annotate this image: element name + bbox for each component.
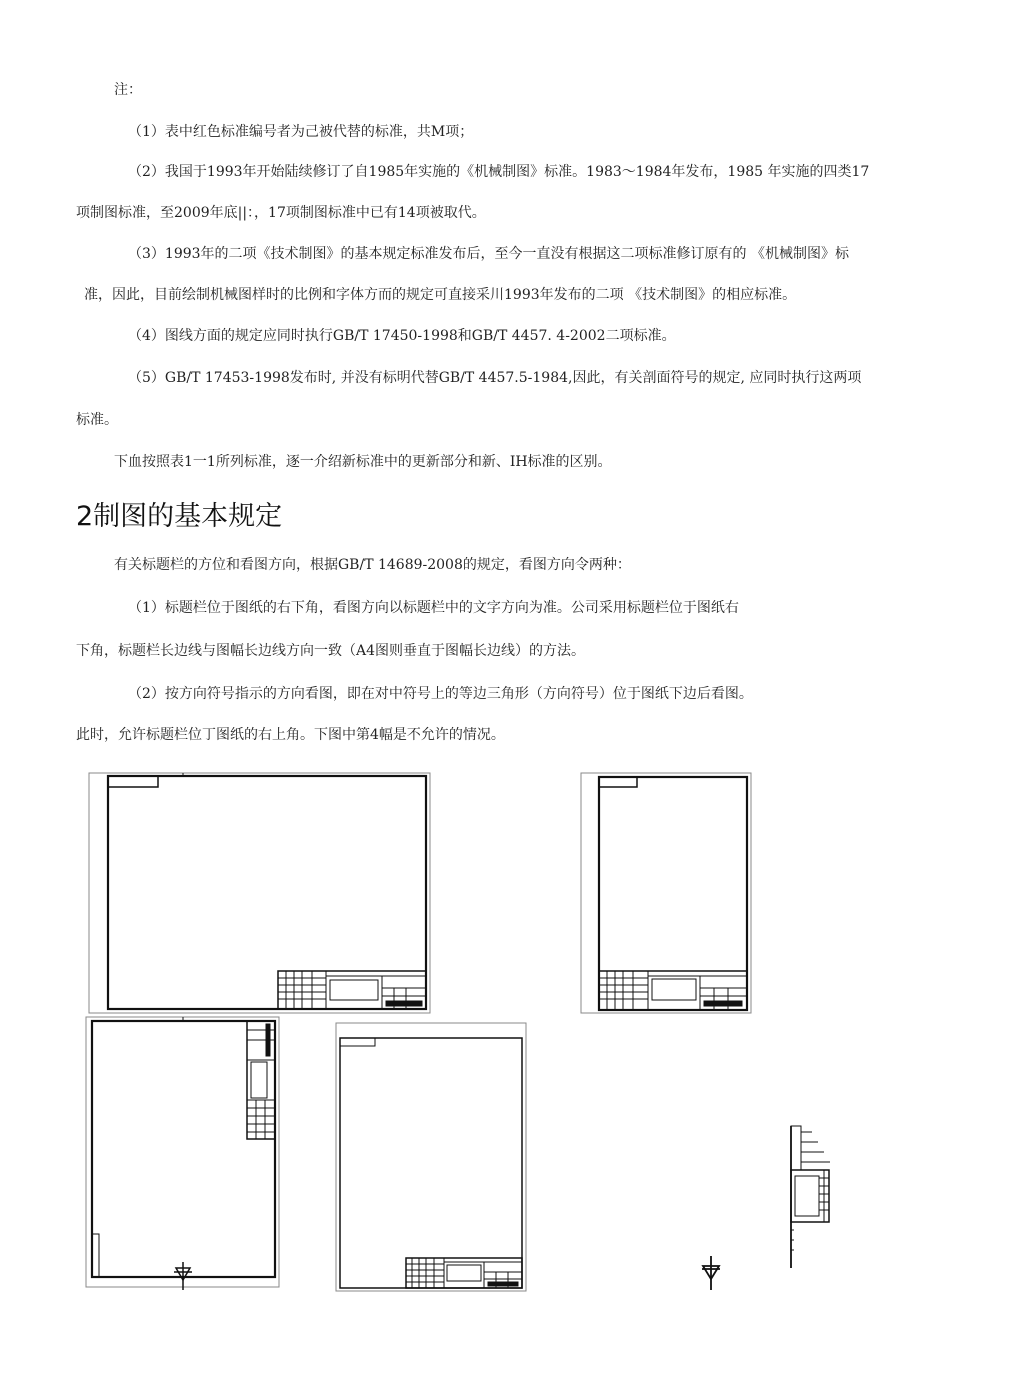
note-item-2-cont: 项制图标准，至2009年底||：，17项制图标准中已有14项被取代。 — [76, 205, 486, 221]
note-text: 图线方面的规定应同时执行GB/T 17450-1998和GB/T 4457. 4-2002二项标准。 — [164, 328, 676, 344]
item-number: （2） — [128, 686, 165, 702]
section-item-1-cont: 下角，标题栏长边线与图幅长边线方向一致（A4图则垂直于图幅长边线）的方法。 — [76, 643, 586, 659]
item-text: 标题栏位于图纸的右下角，看图方向以标题栏中的文字方向为准。公司采用标题栏位于图纸右 — [164, 600, 739, 616]
note-item-1 — [128, 122, 473, 142]
note-number: （3） — [128, 246, 165, 262]
note-text: 我国于1993年开始陆续修订了自1985年实施的《机械制图》标准。1983～1984年发布，1985 年实施的四类17 — [164, 164, 870, 180]
sheet-portrait-1 — [581, 773, 751, 1013]
sheet-portrait-3 — [336, 1023, 526, 1291]
note-item-4 — [128, 326, 676, 346]
notes-heading: 注： — [114, 82, 142, 98]
notes-closing: 下血按照表1一1所列标准，逐一介绍新标准中的更新部分和新、IH标准的区别。 — [114, 454, 612, 470]
note-item-5 — [128, 368, 861, 388]
note-number: （1） — [128, 124, 165, 140]
note-text: GB/T 17453-1998发布时, 并没有标明代替GB/T 4457.5-1984,因此，有关剖面符号的规定, 应同时执行这两项 — [164, 370, 862, 386]
note-number: （4） — [128, 328, 165, 344]
sheet-portrait-2 — [86, 1017, 279, 1290]
sheet-direction-fragment — [702, 1126, 830, 1290]
section-item-2-cont: 此时，允许标题栏位丁图纸的右上角。下图中第4幅是不允许的情况。 — [76, 727, 505, 743]
section-intro: 有关标题栏的方位和看图方向，根据GB/T 14689-2008的规定，看图方向令两种： — [114, 557, 631, 573]
note-text: 表中红色标准编号者为己被代替的标准，共M项； — [164, 124, 474, 140]
note-number: （2） — [128, 164, 165, 180]
note-item-3 — [128, 244, 849, 264]
sheet-landscape-1 — [89, 773, 430, 1013]
note-number: （5） — [128, 370, 165, 386]
item-text: 按方向符号指示的方向看图，即在对中符号上的等边三角形（方向符号）位于图纸下边后看图。 — [164, 686, 753, 702]
section-title: 2制图的基本规定 — [76, 501, 283, 532]
item-number: （1） — [128, 600, 165, 616]
note-item-5-cont: 标准。 — [76, 412, 118, 428]
section-item-1 — [128, 598, 739, 618]
section-item-2 — [128, 684, 753, 704]
note-item-2 — [128, 162, 869, 182]
drawing-sheets-figure — [0, 760, 1024, 1320]
note-item-3-cont: 准，因此，目前绘制机械图样时的比例和字体方而的规定可直接采川1993年发布的二项 《技术制图》的相应标准。 — [84, 287, 797, 303]
note-text: 1993年的二项《技术制图》的基本规定标准发布后，至今一直没有根据这二项标准修订原有的 《机械制图》标 — [164, 246, 849, 262]
